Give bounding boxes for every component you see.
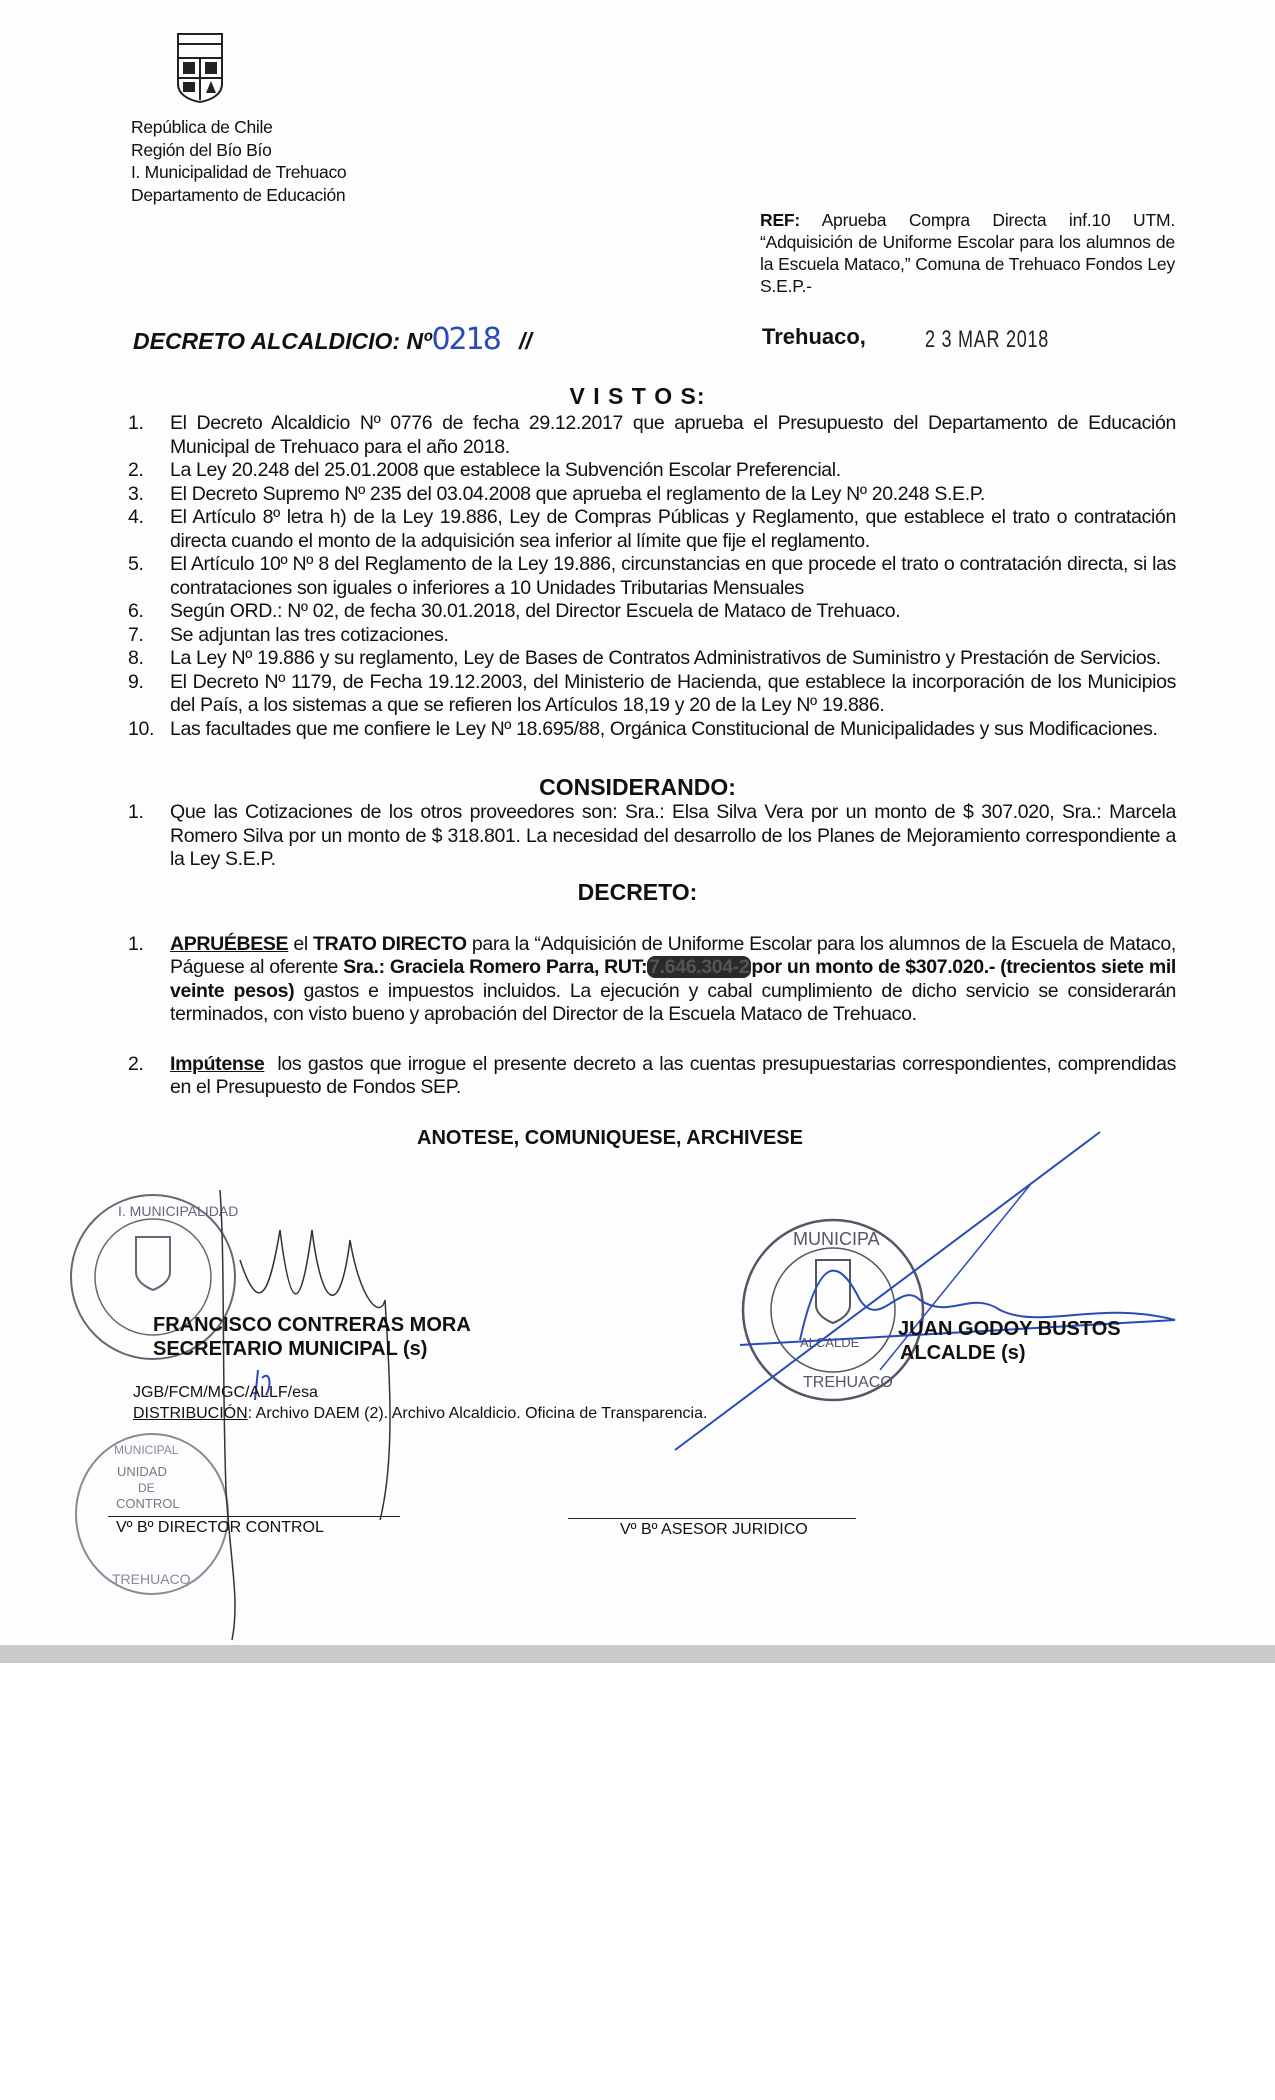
item-number: 1. [128, 932, 144, 955]
item-verb: APRUÉBESE [170, 932, 289, 955]
item-number: 2. [128, 1052, 144, 1075]
closing-formula: ANOTESE, COMUNIQUESE, ARCHIVESE [417, 1126, 803, 1149]
distribution-label: DISTRIBUCIÓN [133, 1405, 248, 1422]
text-fragment: por un monto de $307.020.- (trecientos siete mil veinte pesos) [170, 956, 1176, 1002]
item-number: 9. [128, 670, 144, 693]
text-fragment: los gastos que irrogue el presente decreto a las cuentas presupuestarias correspondientes, comprendidas en el Presupuesto de Fondos SEP. [170, 1052, 1182, 1098]
initials: JGB/FCM/MGC/ALLF/esa [133, 1384, 318, 1401]
item-text: Que las Cotizaciones de los otros proveedores son: Sra.: Elsa Silva Vera por un monto de $ 307.020, Sra.: Marcela Romero Silva por un monto de $ 318.801. La necesidad del desarrollo de los Planes de Mejoramiento correspondiente a la Ley S.E.P. [170, 801, 1176, 870]
header-line: Departamento de Educación [131, 184, 346, 205]
secretary-name: FRANCISCO CONTRERAS MORA [153, 1314, 471, 1336]
item-text: El Decreto Supremo Nº 235 del 03.04.2008 que aprueba el reglamento de la Ley Nº 20.248 S.E.P. [170, 482, 985, 505]
ref-text: Aprueba Compra Directa inf.10 UTM. “Adquisición de Uniforme Escolar para los alumnos de la Escuela Mataco,” Comuna de Trehuaco Fondos Ley S.E.P.- [760, 210, 1176, 296]
decree-place: Trehuaco, [762, 324, 866, 349]
svg-text:TREHUACO: TREHUACO [112, 1571, 191, 1587]
item-number: 3. [128, 482, 144, 505]
svg-text:TREHUACO: TREHUACO [803, 1374, 893, 1391]
decree-date-stamp: 2 3 MAR 2018 [925, 326, 1050, 353]
svg-text:UNIDAD: UNIDAD [117, 1464, 167, 1479]
item-number: 7. [128, 623, 144, 646]
vistos-heading: V I S T O S: [569, 383, 706, 409]
text-fragment: Sra.: Graciela Romero Parra, RUT: [343, 956, 648, 978]
decree-number-handwritten: 0218 [431, 322, 500, 357]
item-text: El Artículo 10º Nº 8 del Reglamento de la Ley 19.886, circunstancias en que procede el trato o contratación directa, si las contrataciones son iguales o inferiores a 10 Unidades Tributarias Mensuales [170, 553, 1176, 599]
distribution-text: : Archivo DAEM (2). Archivo Alcaldicio. Oficina de Transparencia. [247, 1405, 708, 1422]
control-signature-line [108, 1516, 400, 1517]
redacted-rut: 7.646.304-2 [649, 956, 750, 978]
svg-text:MUNICIPAL: MUNICIPAL [114, 1443, 179, 1457]
text-fragment: gastos e impuestos incluidos. La ejecución y cabal cumplimiento de dicho servicio se considerarán terminados, con visto bueno y aprobación del Director de la Escuela Mataco de Trehuaco. [170, 979, 1177, 1025]
header-line: República de Chile [131, 117, 273, 137]
legal-approval-label: Vº Bº ASESOR JURIDICO [620, 1521, 808, 1538]
item-text: El Decreto Nº 1179, de Fecha 19.12.2003, del Ministerio de Hacienda, que establece la incorporación de los Municipios del País, a los sistemas a que se refieren los Artículos 18,19 y 20 de la Ley Nº 19.886. [170, 670, 1176, 716]
item-text: Según ORD.: Nº 02, de fecha 30.01.2018, del Director Escuela de Mataco de Trehuaco. [170, 600, 901, 622]
secretary-role: SECRETARIO MUNICIPAL (s) [153, 1338, 428, 1360]
item-text: Se adjuntan las tres cotizaciones. [170, 623, 449, 646]
mayor-signature-block [898, 1317, 1121, 1365]
svg-text:DE: DE [138, 1481, 155, 1495]
item-text: El Artículo 8º letra h) de la Ley 19.886, Ley de Compras Públicas y Reglamento, que establece el trato o contratación directa cuando el monto de la adquisición sea inferior al límite que fije el reglamento. [170, 506, 1176, 552]
item-number: 8. [128, 647, 144, 669]
ref-label: REF: [760, 210, 801, 230]
item-number: 10. [128, 717, 155, 740]
item-number: 2. [128, 459, 144, 481]
header-line: Región del Bío Bío [131, 139, 272, 160]
secretary-signature-block [153, 1313, 471, 1361]
distribution-line [133, 1405, 707, 1423]
text-fragment: para la “Adquisición de Uniforme Escolar para los alumnos de la Escuela de Mataco, Páguese al oferente [170, 932, 1176, 978]
mayor-role: ALCALDE (s) [900, 1342, 1026, 1364]
item-number: 1. [128, 412, 144, 434]
header-line: I. Municipalidad de Trehuaco [131, 162, 347, 182]
item-number: 4. [128, 506, 144, 528]
svg-text:MUNICIPA: MUNICIPA [793, 1229, 880, 1249]
legal-signature-line [568, 1518, 856, 1519]
decree-number-prefix: Nº [406, 328, 432, 354]
svg-text:ALCALDE: ALCALDE [800, 1335, 860, 1350]
item-text: La Ley Nº 19.886 y su reglamento, Ley de Bases de Contratos Administrativos de Suministro y Prestación de Servicios. [170, 647, 1161, 669]
considerando-heading: CONSIDERANDO: [539, 774, 736, 800]
decree-label: DECRETO ALCALDICIO: [133, 328, 401, 354]
svg-text:CONTROL: CONTROL [116, 1496, 180, 1511]
item-number: 6. [128, 600, 144, 622]
item-number: 5. [128, 553, 144, 575]
svg-text:I. MUNICIPALIDAD: I. MUNICIPALIDAD [118, 1203, 239, 1219]
text-fragment: TRATO DIRECTO [313, 932, 467, 955]
item-number: 1. [128, 801, 144, 823]
item-text: Las facultades que me confiere le Ley Nº 18.695/88, Orgánica Constitucional de Municipalidades y sus Modificaciones. [170, 717, 1158, 740]
text-fragment: el [288, 932, 314, 955]
mayor-name: JUAN GODOY BUSTOS [898, 1318, 1121, 1340]
item-text: El Decreto Alcaldicio Nº 0776 de fecha 29.12.2017 que aprueba el Presupuesto del Departamento de Educación Municipal de Trehuaco para el año 2018. [170, 412, 1176, 458]
item-verb: Impútense [170, 1052, 265, 1075]
decreto-heading: DECRETO: [577, 878, 698, 905]
decree-suffix: // [519, 328, 532, 354]
item-text: La Ley 20.248 del 25.01.2008 que establece la Subvención Escolar Preferencial. [170, 459, 841, 481]
control-approval-label: Vº Bº DIRECTOR CONTROL [116, 1519, 324, 1536]
